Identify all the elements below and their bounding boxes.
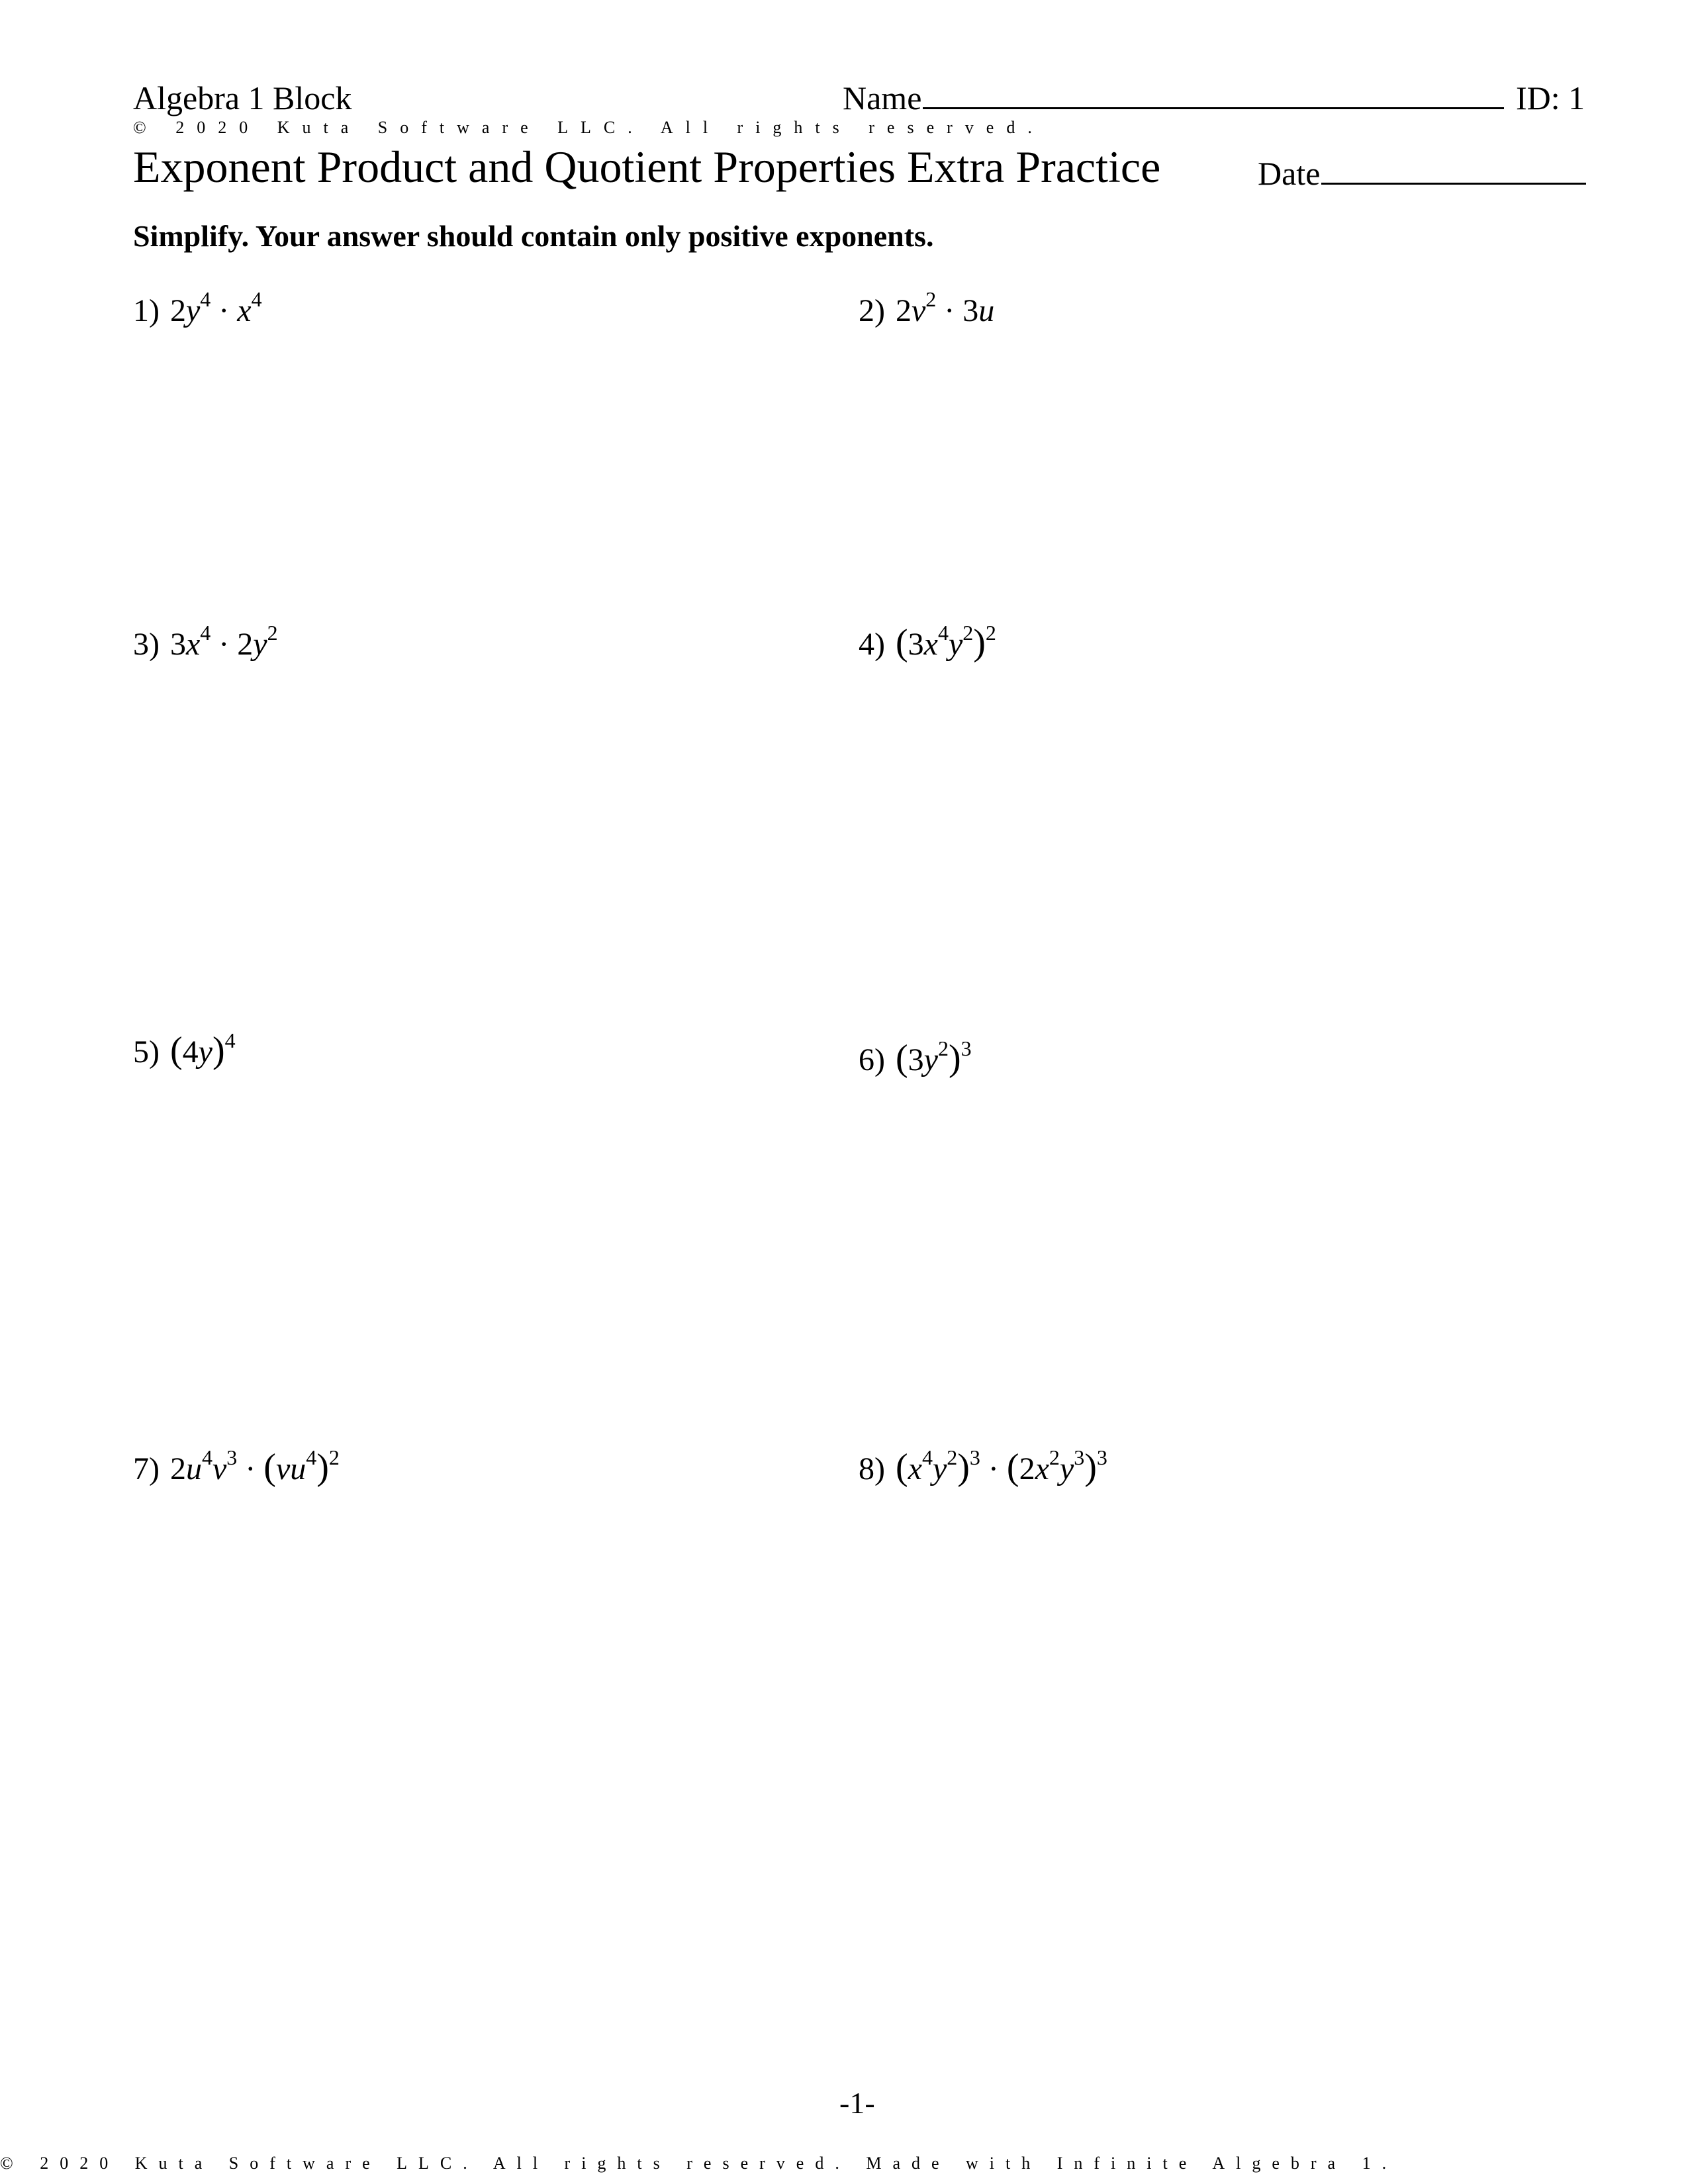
problem-8 — [859, 1445, 1107, 1489]
date-blank-line[interactable] — [1321, 154, 1586, 185]
problem-expression: $2y^4 \cdot x^4$ — [169, 287, 262, 328]
problem-number: 4) — [859, 627, 885, 662]
problem-6 — [859, 1036, 972, 1080]
problem-expression: $(3x^4y^2)^2$ — [895, 621, 996, 663]
problem-1 — [133, 287, 262, 331]
problem-2 — [859, 287, 995, 331]
date-label: Date — [1258, 155, 1321, 192]
problem-expression: $2u^4v^3 \cdot (vu^4)^2$ — [169, 1445, 340, 1488]
worksheet-title: Exponent Product and Quotient Properties Extra Practice — [133, 142, 1161, 192]
problem-number: 7) — [133, 1451, 160, 1486]
problem-number: 5) — [133, 1034, 160, 1069]
course-title: Algebra 1 Block — [133, 79, 352, 116]
problem-5 — [133, 1028, 236, 1072]
name-blank-line[interactable] — [923, 78, 1504, 109]
problem-number: 8) — [859, 1451, 885, 1486]
copyright-notice-bottom: © 2020 Kuta Software LLC. All rights reserved. Made with Infinite Algebra 1. — [0, 2154, 1398, 2173]
id-label: ID: 1 — [1516, 79, 1585, 116]
instructions: Simplify. Your answer should contain only positive exponents. — [133, 219, 934, 253]
problem-number: 3) — [133, 627, 160, 662]
name-label: Name — [843, 79, 922, 116]
problem-expression: $(4y)^4$ — [169, 1028, 236, 1071]
problem-number: 2) — [859, 293, 885, 328]
problem-expression: $2v^2 \cdot 3u$ — [895, 287, 995, 328]
name-field[interactable] — [843, 78, 1504, 118]
problem-expression: $3x^4 \cdot 2y^2$ — [169, 621, 278, 662]
problem-7 — [133, 1445, 340, 1489]
problem-expression: $(x^4y^2)^3 \cdot (2x^2y^3)^3$ — [895, 1445, 1107, 1488]
problem-expression: $(3y^2)^3$ — [895, 1036, 972, 1079]
problem-4 — [859, 621, 996, 664]
page-number: -1- — [839, 2086, 875, 2120]
problem-number: 6) — [859, 1042, 885, 1077]
date-field[interactable] — [1258, 154, 1586, 193]
problem-3 — [133, 621, 278, 664]
problem-number: 1) — [133, 293, 160, 328]
copyright-notice-top: © 2020 Kuta Software LLC. All rights reserved. — [133, 118, 1045, 137]
